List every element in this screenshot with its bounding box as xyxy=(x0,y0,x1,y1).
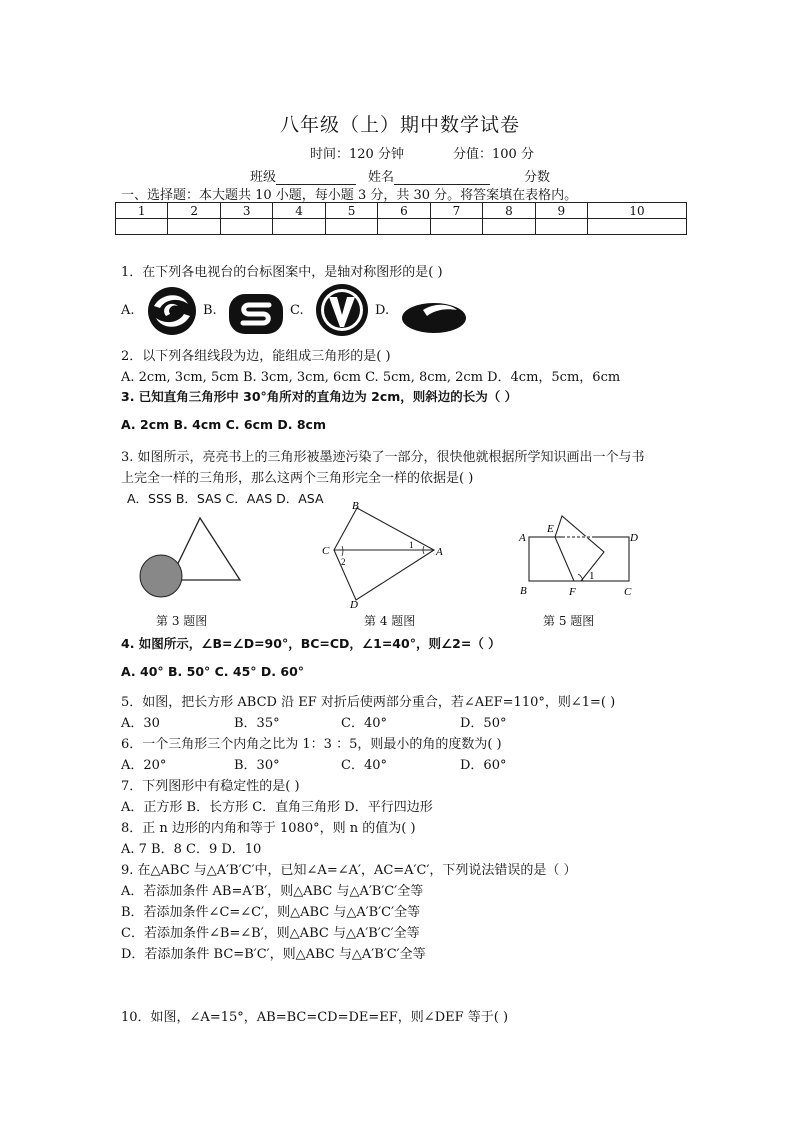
question-4: 4. 如图所示，∠B=∠D=90°，BC=CD，∠1=40°，则∠2=（ ） xyxy=(121,636,501,651)
question-5: 5．如图，把长方形 ABCD 沿 EF 对折后使两部分重合，若∠AEF=110°，则∠1=( ) xyxy=(121,695,616,710)
answer-header-cell: 4 xyxy=(273,203,325,219)
page-title: 八年级（上）期中数学试卷 xyxy=(279,114,520,136)
fig4-label-d: D xyxy=(350,599,358,611)
name-field[interactable] xyxy=(368,166,490,185)
answer-table-input-row xyxy=(116,219,687,235)
question-10: 10．如图，∠A=15°，AB=BC=CD=DE=EF，则∠DEF 等于( ) xyxy=(121,1010,509,1025)
q9-option-d: D．若添加条件 BC=B′C′，则△ABC 与△A′B′C′全等 xyxy=(121,947,426,962)
tv-logo-v-icon xyxy=(315,283,369,337)
score-label: 分数 xyxy=(524,170,551,185)
q6-option-c: C．40° xyxy=(341,758,387,773)
fig5-label-b: B xyxy=(520,585,527,597)
question-1: 1．在下列各电视台的台标图案中，是轴对称图形的是( ) xyxy=(121,265,443,280)
section1-intro: 一、选择题：本大题共 10 小题，每小题 3 分，共 30 分。将答案填在表格内。 xyxy=(121,188,578,203)
figure-3-caption: 第 3 题图 xyxy=(156,614,208,628)
question-7-options: A．正方形 B．长方形 C．直角三角形 D．平行四边形 xyxy=(121,800,433,815)
answer-cell[interactable] xyxy=(220,219,272,235)
q9-option-c: C．若添加条件∠B=∠B′，则△ABC 与△A′B′C′全等 xyxy=(121,926,420,941)
fig5-label-d: D xyxy=(630,532,638,544)
q1-option-d-label: D. xyxy=(375,303,390,318)
class-blank[interactable] xyxy=(276,171,356,185)
answer-cell[interactable] xyxy=(535,219,587,235)
fig5-label-e: E xyxy=(547,523,554,535)
fig5-label-f: F xyxy=(569,586,576,598)
answer-cell[interactable] xyxy=(588,219,687,235)
exam-score-total: 分值：100 分 xyxy=(453,147,534,162)
answer-table-header-row xyxy=(116,203,687,219)
tv-logo-s-icon xyxy=(229,294,283,334)
question-3a: 3. 已知直角三角形中 30°角所对的直角边为 2cm，则斜边的长为（ ） xyxy=(121,389,518,404)
figure-5-diagram xyxy=(512,510,647,602)
figure-3-diagram xyxy=(135,512,247,602)
answer-cell[interactable] xyxy=(168,219,220,235)
answer-header-cell: 9 xyxy=(535,203,587,219)
answer-cell[interactable] xyxy=(378,219,430,235)
question-8: 8．正 n 边形的内角和等于 1080°，则 n 的值为( ) xyxy=(121,821,416,836)
q9-option-a: A．若添加条件 AB=A′B′，则△ABC 与△A′B′C′全等 xyxy=(121,884,424,899)
figure-5-caption: 第 5 题图 xyxy=(543,614,595,628)
question-6: 6．一个三角形三个内角之比为 1：3 ：5，则最小的角的度数为( ) xyxy=(121,737,502,752)
class-field[interactable] xyxy=(250,166,356,185)
question-3b-line2: 上完全一样的三角形，那么这两个三角形完全一样的依据是( ) xyxy=(121,471,474,486)
answer-cell[interactable] xyxy=(430,219,482,235)
figure-4-caption: 第 4 题图 xyxy=(364,614,416,628)
fig4-angle-1: 1 xyxy=(409,540,414,550)
fig5-label-a: A xyxy=(519,532,526,544)
fig4-angle-2: 2 xyxy=(341,557,346,567)
q5-option-a: A．30 xyxy=(121,716,160,731)
name-label: 姓名 xyxy=(368,170,395,185)
name-blank[interactable] xyxy=(394,171,490,185)
q5-option-c: C．40° xyxy=(341,716,387,731)
answer-header-cell: 1 xyxy=(116,203,168,219)
q5-option-d: D．50° xyxy=(460,716,507,731)
fig4-label-c: C xyxy=(322,545,330,557)
fig4-label-a: A xyxy=(436,546,443,558)
answer-cell[interactable] xyxy=(273,219,325,235)
class-label: 班级 xyxy=(250,170,277,185)
q5-option-b: B．35° xyxy=(234,716,280,731)
question-9: 9. 在△ABC 与△A′B′C′中，已知∠A=∠A′，AC=A′C′，下列说法错误的是（ ） xyxy=(121,863,577,878)
figure-4-diagram xyxy=(312,500,450,612)
q9-option-b: B．若添加条件∠C=∠C′，则△ABC 与△A′B′C′全等 xyxy=(121,905,421,920)
exam-time: 时间：120 分钟 xyxy=(310,147,404,162)
answer-table xyxy=(115,202,687,235)
answer-cell[interactable] xyxy=(116,219,168,235)
question-2-options: A. 2cm, 3cm, 5cm B. 3cm, 3cm, 6cm C. 5cm, 8cm, 2cm D．4cm，5cm，6cm xyxy=(121,370,621,385)
answer-header-cell: 2 xyxy=(168,203,220,219)
tv-logo-leaf-icon xyxy=(401,298,467,336)
question-4-options: A. 40° B. 50° C. 45° D. 60° xyxy=(121,664,305,679)
question-2: 2．以下列各组线段为边，能组成三角形的是( ) xyxy=(121,349,391,364)
answer-header-cell: 5 xyxy=(325,203,377,219)
answer-header-cell: 7 xyxy=(430,203,482,219)
answer-header-cell: 6 xyxy=(378,203,430,219)
answer-cell[interactable] xyxy=(483,219,535,235)
question-7: 7．下列图形中有稳定性的是( ) xyxy=(121,779,300,794)
fig5-label-c: C xyxy=(624,586,632,598)
fig5-angle-1: 1 xyxy=(589,570,595,582)
question-8-options: A. 7 B．8 C．9 D．10 xyxy=(121,842,262,857)
question-3a-options: A. 2cm B. 4cm C. 6cm D. 8cm xyxy=(121,417,326,432)
q6-option-d: D．60° xyxy=(460,758,507,773)
answer-cell[interactable] xyxy=(325,219,377,235)
question-3b-options: A．SSS B．SAS C．AAS D．ASA xyxy=(127,491,324,506)
tv-logo-swirl-icon xyxy=(146,286,198,336)
answer-header-cell: 8 xyxy=(483,203,535,219)
q1-option-c-label: C. xyxy=(290,303,304,318)
q6-option-b: B．30° xyxy=(234,758,280,773)
q6-option-a: A．20° xyxy=(121,758,167,773)
q1-option-a-label: A. xyxy=(121,303,135,318)
fig4-label-b: B xyxy=(352,500,359,512)
answer-header-cell: 3 xyxy=(220,203,272,219)
question-3b-line1: 3. 如图所示，亮亮书上的三角形被墨迹污染了一部分，很快他就根据所学知识画出一个与书 xyxy=(121,450,645,465)
q1-option-b-label: B. xyxy=(203,303,217,318)
answer-header-cell: 10 xyxy=(588,203,687,219)
